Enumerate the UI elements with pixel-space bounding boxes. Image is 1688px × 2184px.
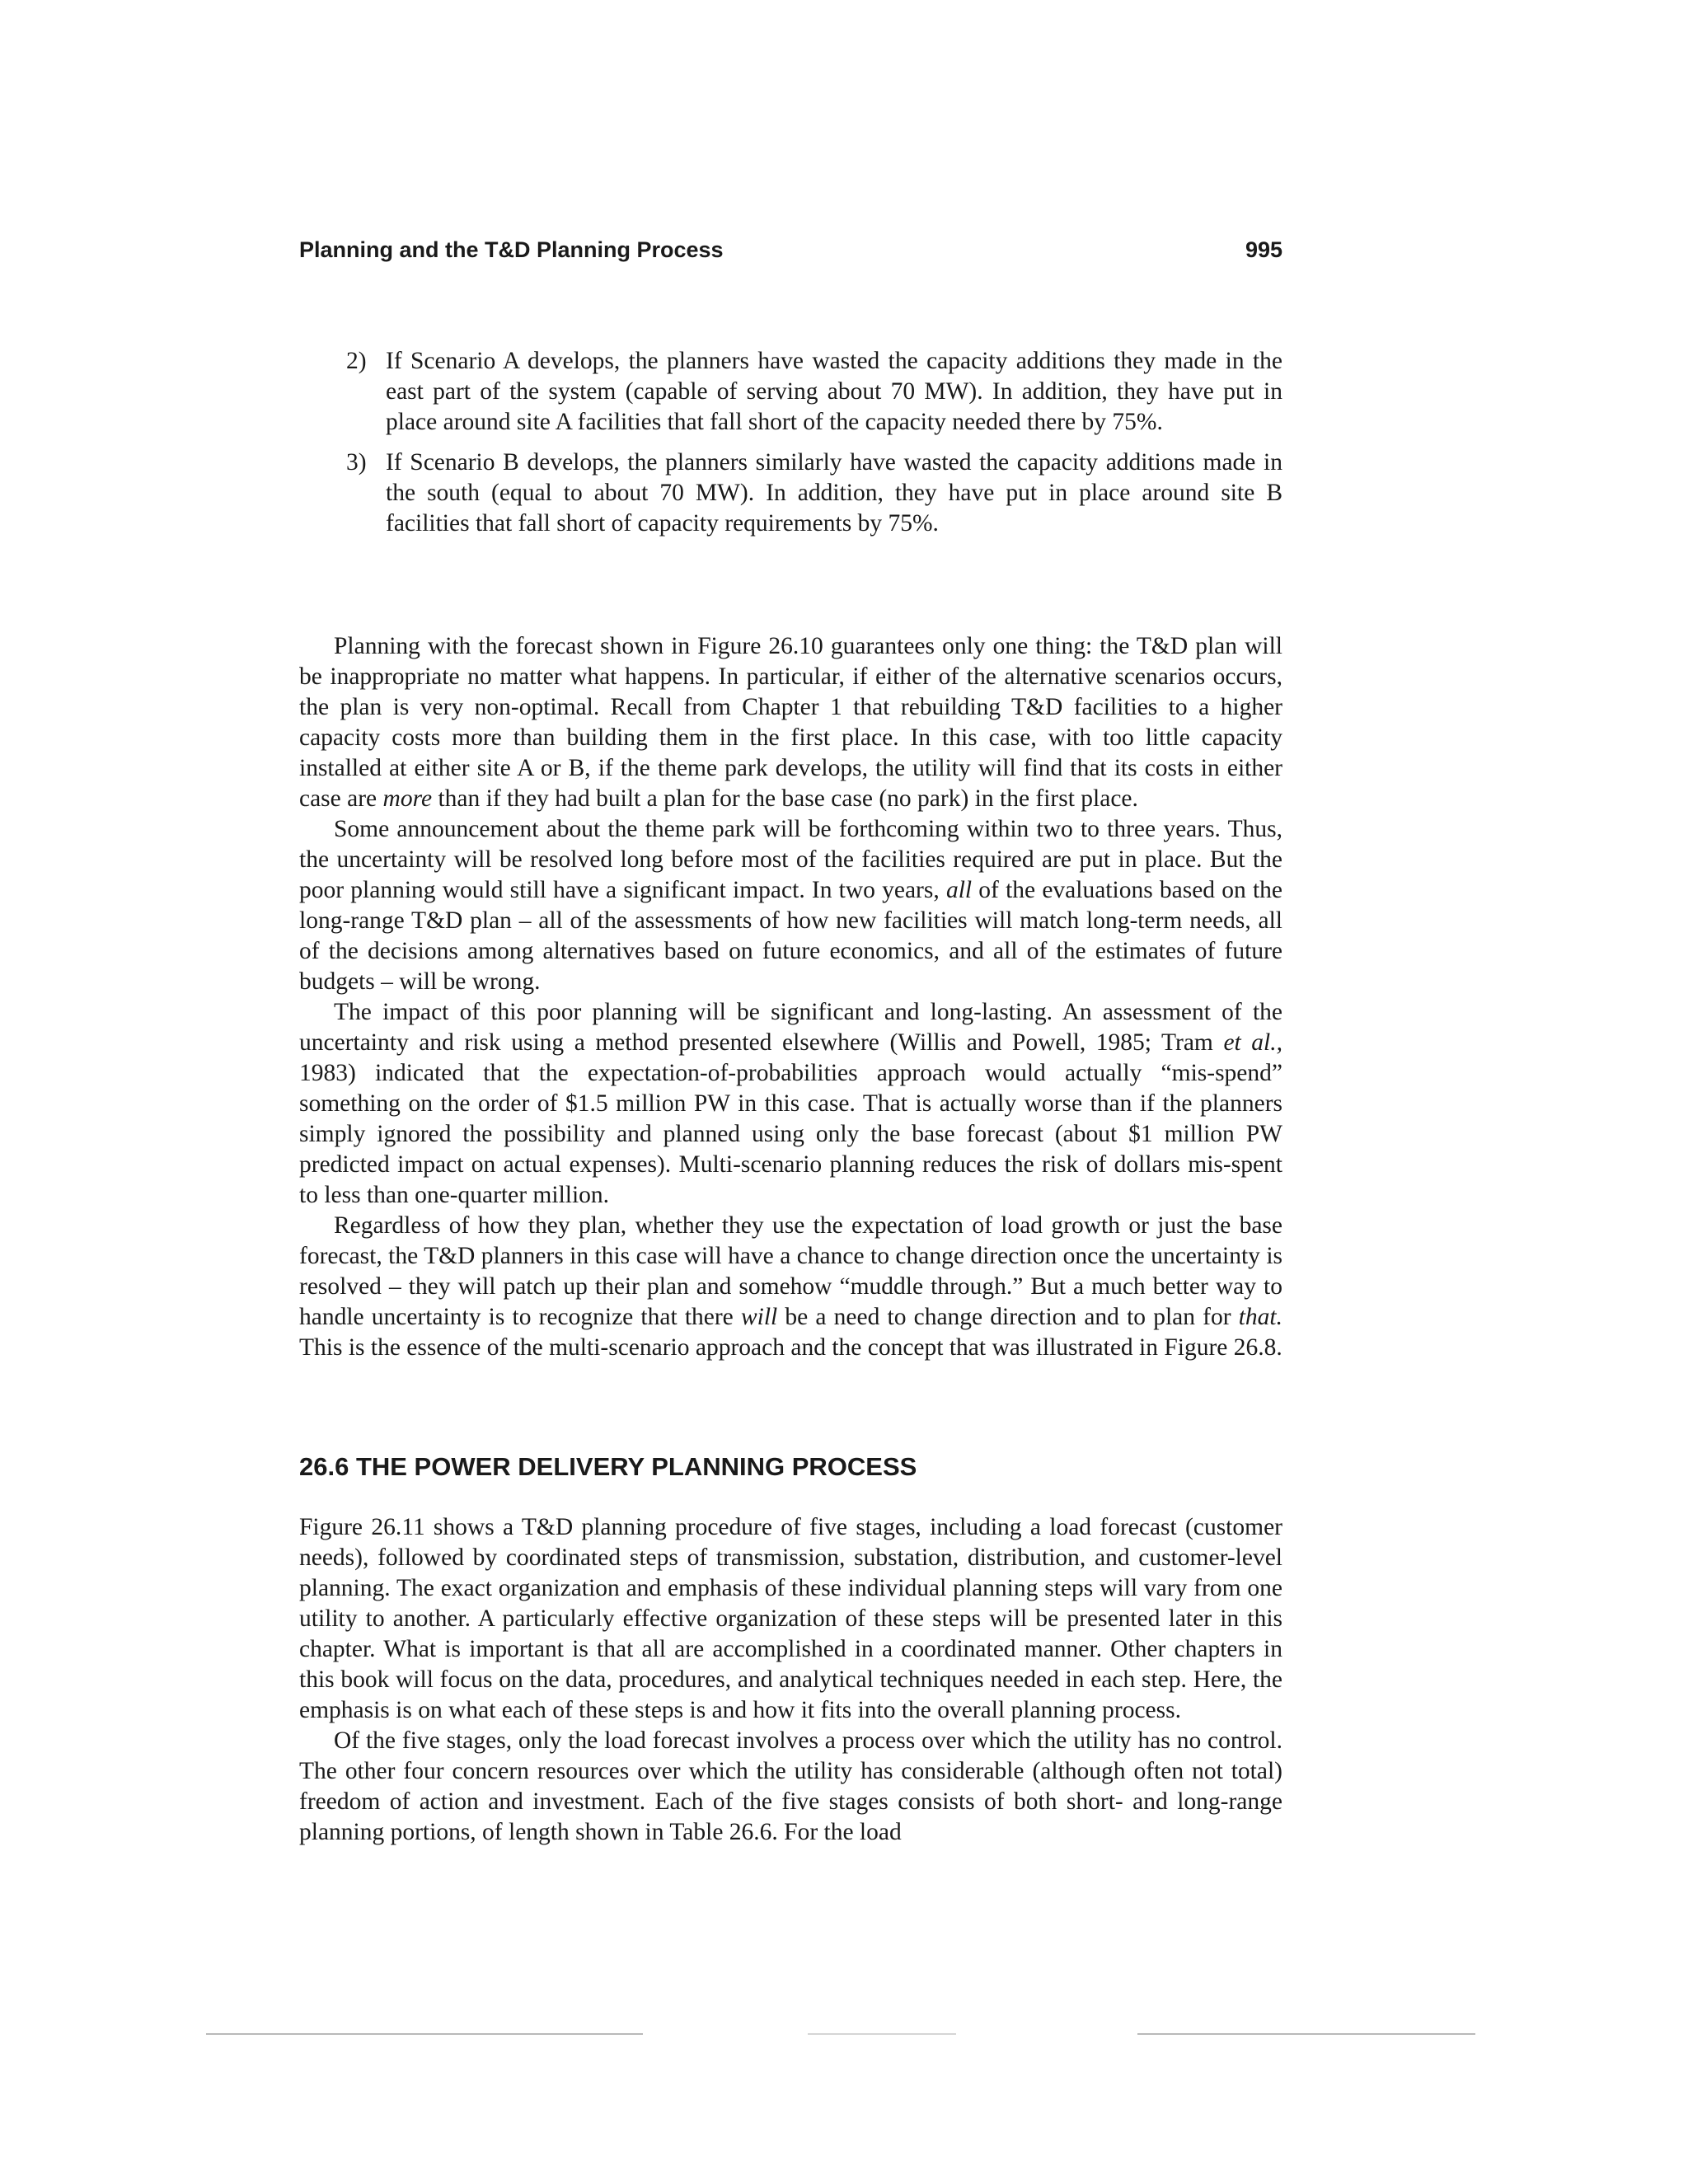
paragraph-emphasis: will	[740, 1304, 778, 1330]
list-item-number: 2)	[346, 348, 367, 374]
paragraph-text: The impact of this poor planning will be significant and long-lasting. An assessment of the uncertainty and risk using a method presented elsewhere (Willis and Powell, 1985; Tram	[299, 999, 1282, 1056]
paragraph	[299, 1211, 1282, 1363]
list-item-text: If Scenario A develops, the planners have wasted the capacity additions they made in the east part of the system (capable of serving about 70 MW). In addition, they have put in place around site A facilities that fall short of the capacity needed there by 75%.	[386, 348, 1282, 435]
paragraph	[299, 631, 1282, 814]
paragraph-emphasis: that.	[1238, 1304, 1282, 1330]
paragraph-text: be a need to change direction and to plan for	[777, 1304, 1239, 1330]
paragraph-emphasis: et al.,	[1223, 1029, 1282, 1056]
list-item-text: If Scenario B develops, the planners similarly have wasted the capacity additions made in the south (equal to about 70 MW). In addition, they have put in place around site B facilities that fall short of capacity requirements by 75%.	[386, 449, 1282, 537]
paragraph-text: This is the essence of the multi-scenario approach and the concept that was illustrated in Figure 26.8.	[299, 1334, 1282, 1361]
list-item	[346, 448, 1282, 539]
scan-artifact-line	[206, 2033, 643, 2035]
paragraph-text: Some announcement about the theme park will be forthcoming within two to three years. Thus, the uncertainty will be resolved long before most of the facilities required are put in place. But the poor planning would still have a significant impact. In two years,	[299, 816, 1282, 903]
body-text-block-a	[299, 631, 1282, 1363]
paragraph: Figure 26.11 shows a T&D planning procedure of five stages, including a load forecast (customer needs), followed by coordinated steps of transmission, substation, distribution, and customer-level planning. The exact organization and emphasis of these individual planning steps will vary from one utility to another. A particularly effective organization of these steps will be presented later in this chapter. What is important is that all are accomplished in a coordinated manner. Other chapters in this book will focus on the data, procedures, and analytical techniques needed in each step. Here, the emphasis is on what each of these steps is and how it fits into the overall planning process.	[299, 1514, 1282, 1723]
scan-artifact-line	[1137, 2033, 1475, 2035]
paragraph-emphasis: all	[945, 877, 973, 903]
paragraph-text: of the evaluations based on the long-range T&D plan – all of the assessments of how new facilities will match long-term needs, all of the decisions among alternatives based on future economics, and all of the estimates of future budgets – will be wrong.	[299, 877, 1282, 995]
body-text-block-b	[299, 1512, 1282, 1848]
paragraph-text: Planning with the forecast shown in Figure 26.10 guarantees only one thing: the T&D plan will be inappropriate no matter what happens. In particular, if either of the alternative scenarios occurs, the plan is very non-optimal. Recall from Chapter 1 that rebuilding T&D facilities to a higher capacity costs more than building them in the first place. In this case, with too little capacity installed at either site A or B, if the theme park develops, the utility will find that its costs in either case are	[299, 633, 1282, 812]
paragraph-emphasis: more	[382, 785, 433, 812]
paragraph	[299, 997, 1282, 1211]
paragraph-text: Regardless of how they plan, whether they use the expectation of load growth or just the base forecast, the T&D planners in this case will have a chance to change direction once the uncertainty is resolved – they will patch up their plan and somehow “muddle through.” But a much better way to handle uncertainty is to recognize that there	[299, 1212, 1282, 1330]
paragraph: Of the five stages, only the load forecast involves a process over which the utility has no control. The other four concern resources over which the utility has considerable (although often not total) freedom of action and investment. Each of the five stages consists of both short- and long-range planning portions, of length shown in Table 26.6. For the load	[299, 1727, 1282, 1845]
paragraph-text: 1983) indicated that the expectation-of-probabilities approach would actually “mis-spend” something on the order of $1.5 million PW in this case. That is actually worse than if the planners simply ignored the possibility and planned using only the base forecast (about $1 million PW predicted impact on actual expenses). Multi-scenario planning reduces the risk of dollars mis-spent to less than one-quarter million.	[299, 1060, 1282, 1208]
section-heading: 26.6 THE POWER DELIVERY PLANNING PROCESS	[299, 1452, 917, 1481]
paragraph	[299, 814, 1282, 997]
list-item-number: 3)	[346, 449, 367, 476]
page-number: 995	[1245, 237, 1282, 262]
paragraph-text: than if they had built a plan for the base case (no park) in the first place.	[432, 785, 1138, 812]
numbered-list	[346, 346, 1282, 549]
list-item	[346, 346, 1282, 438]
running-header	[299, 237, 1282, 263]
running-title: Planning and the T&D Planning Process	[299, 237, 724, 262]
scan-artifact-line	[808, 2033, 956, 2035]
